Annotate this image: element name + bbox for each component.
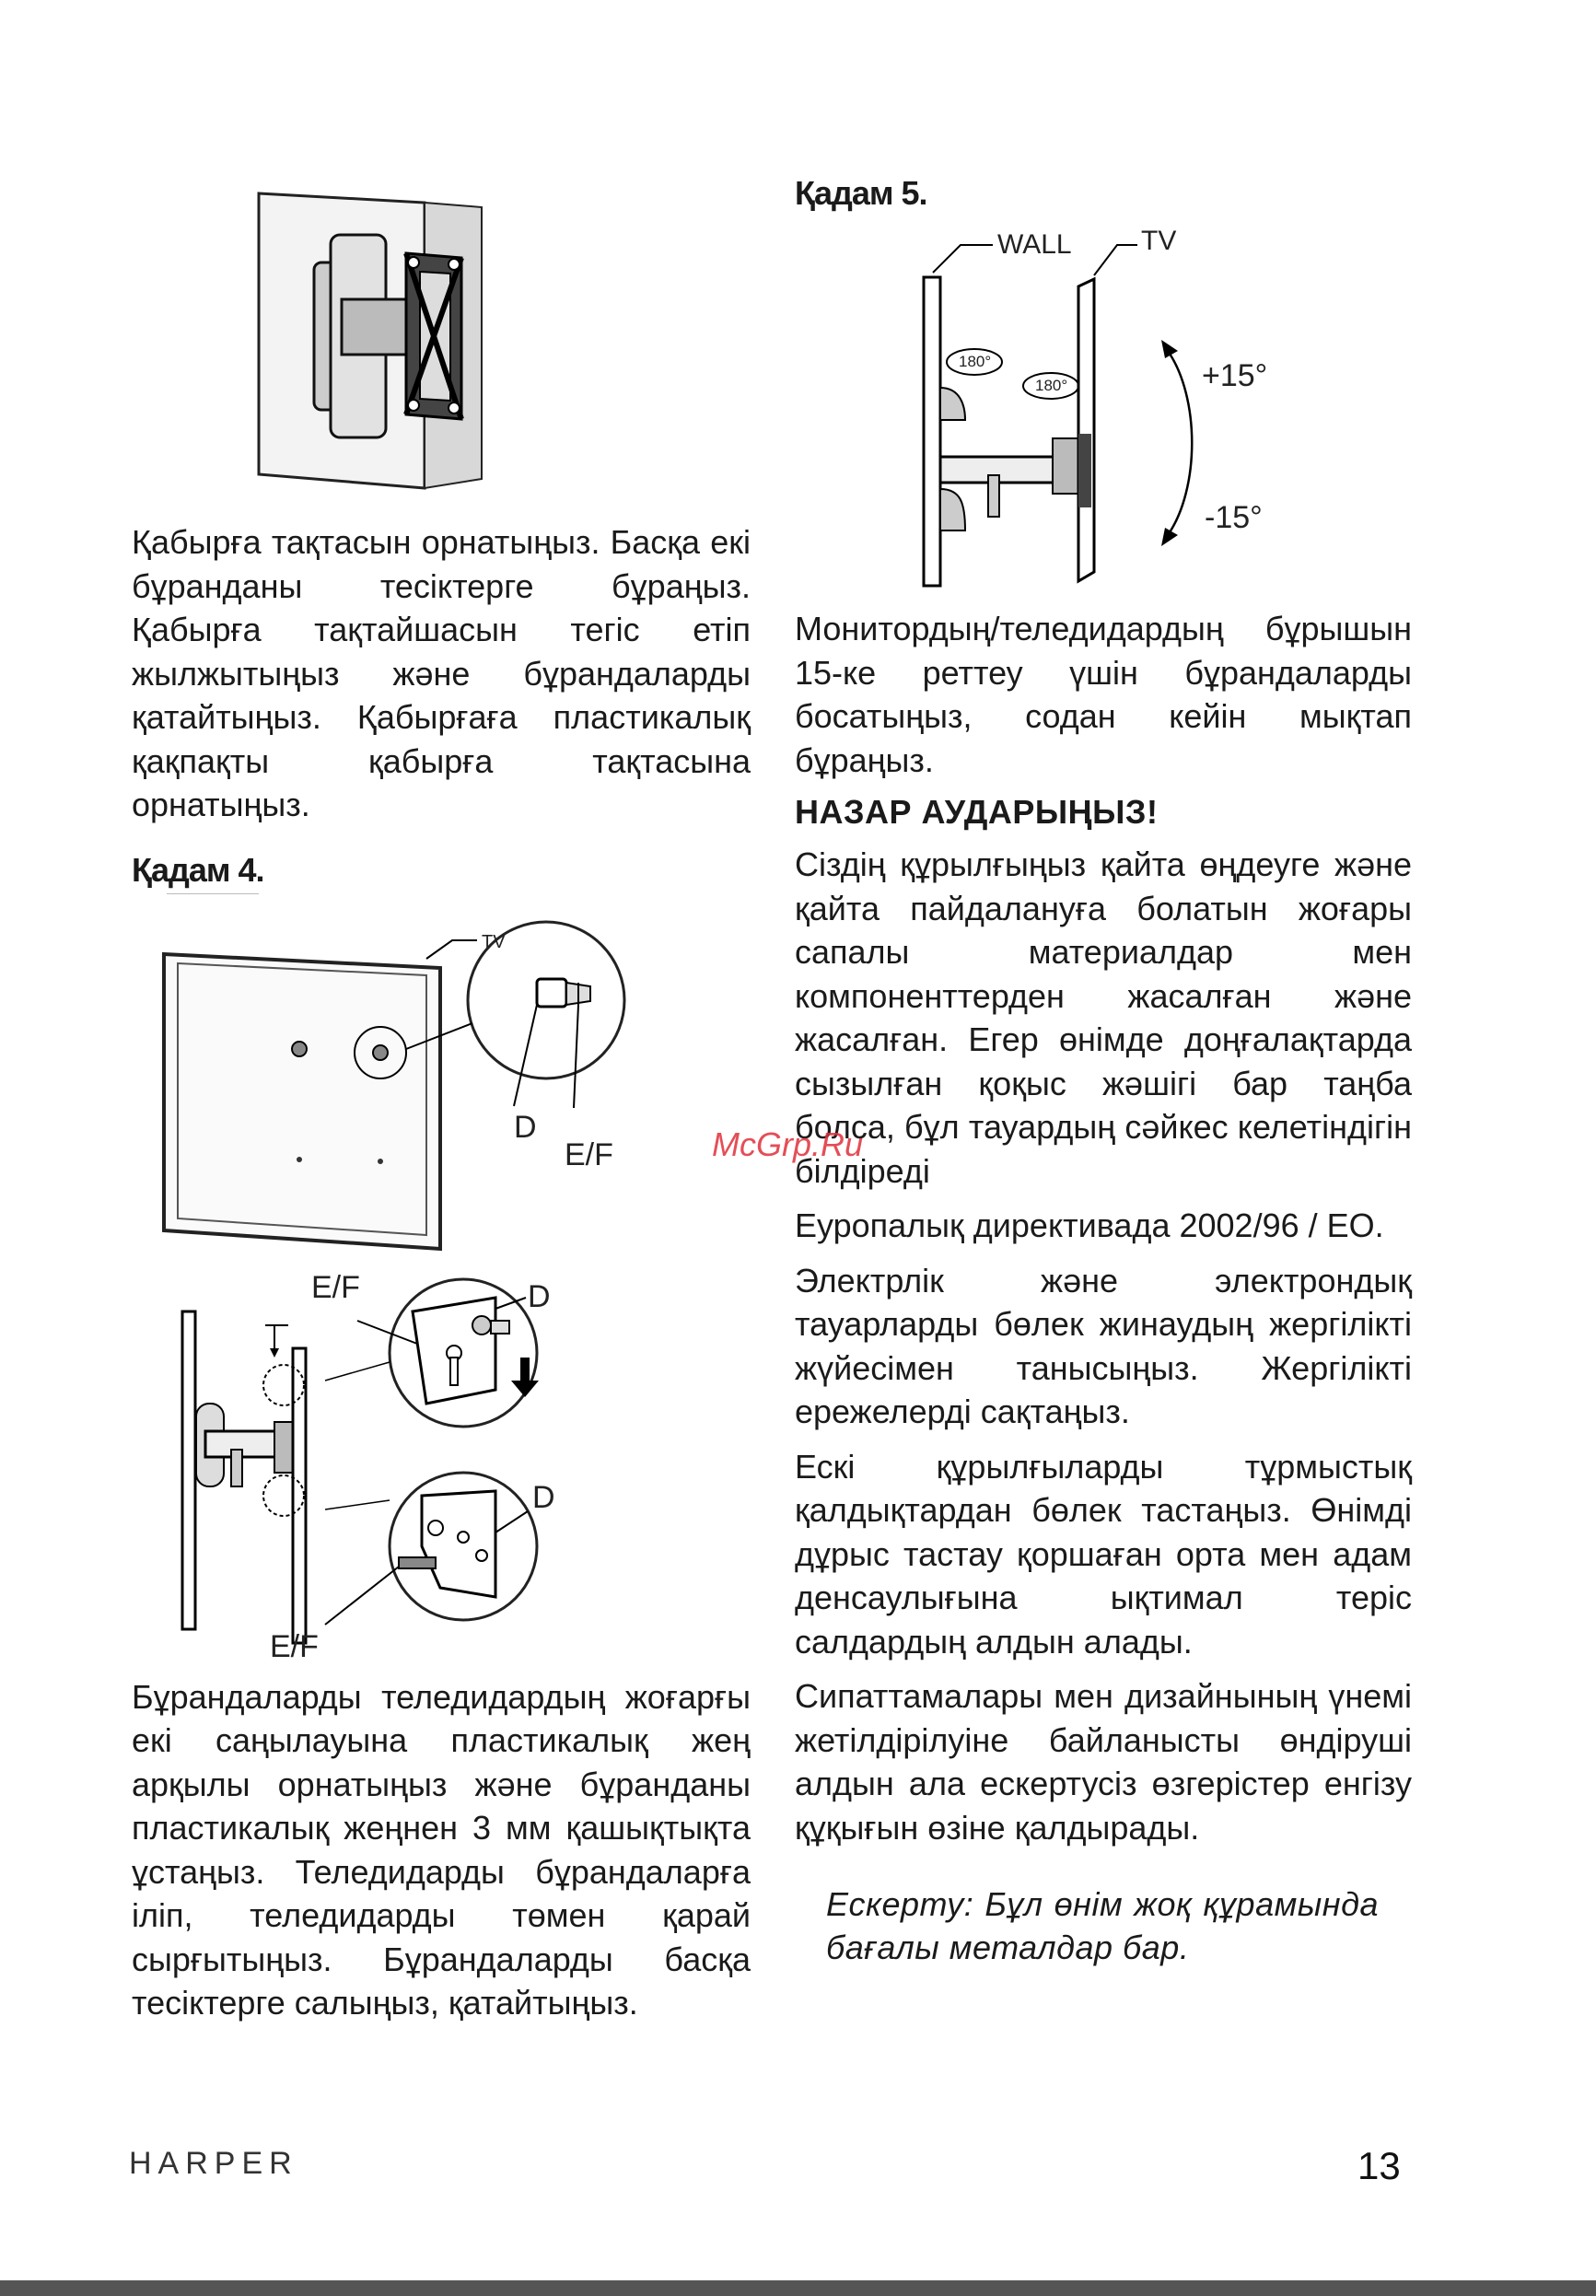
tilt-illustration <box>905 222 1292 600</box>
paragraph-disposal: Ескі құрылғыларды тұрмыстық қалдықтардан бөлек тастаңыз. Өнімді дұрыс тастау қоршаған орта мен адам денсаулығына ықтимал теріс салдардың алдын алады. <box>795 1447 1412 1661</box>
d-bottom-label: D <box>532 1479 555 1515</box>
tilt-down-label: -15° <box>1205 500 1263 535</box>
rotation-label-2: 180° <box>1035 377 1068 394</box>
tv-screws-illustration <box>159 903 749 1263</box>
step-5-title: Қадам 5. <box>795 174 927 212</box>
tv-label: TV <box>482 931 506 952</box>
hang-tv-illustration <box>178 1270 721 1666</box>
left-column <box>132 170 751 2025</box>
tv-label-step5: TV <box>1141 226 1177 256</box>
figure-wall-plate <box>240 170 627 520</box>
wall-plate-illustration <box>240 170 627 520</box>
ef-bottom-label: E/F <box>270 1628 319 1664</box>
d-top-label: D <box>528 1278 551 1314</box>
wall-plate-caption: Қабырға тақтасын орнатыңыз. Басқа екі бұранданы тесіктерге бұраңыз. Қабырға тақтайшасын тегіс етіп жылжытыңыз және бұрандаларды қатайтыңыз. Қабырғаға пластикалық қақпақты қабырға тақтасына орнатыңыз. <box>132 523 751 823</box>
wall-label: WALL <box>997 229 1072 260</box>
warning-title: НАЗАР АУДАРЫҢЫЗ! <box>795 793 1159 831</box>
bottom-edge-bar <box>0 2280 1596 2296</box>
paragraph-recycling: Сіздің құрылғыңыз қайта өңдеуге және қайта пайдалануға болатын жоғары сапалы материалдар мен компоненттерден жасалған және жасалған. Егер өнімде доңғалақтарда сызылған қоқыс жәшігі бар таңба болса, бұл тауардың сәйкес келетіндігін білдіреді <box>795 845 1412 1190</box>
ef-top-label: E/F <box>311 1269 360 1305</box>
step-4-text: Бұрандаларды теледидардың жоғарғы екі саңылауына пластикалық жең арқылы орнатыңыз және бұранданы пластикалық жеңнен 3 мм қашықтықта ұстаңыз. Теледидарды бұрандаларға іліп, теледидарды төмен қарай сырғытыңыз. Бұрандаларды басқа тесіктерге салыңыз, қатайтыңыз. <box>132 1677 751 2022</box>
note-precious-metals: Ескерту: Бұл өнім жоқ құрамында бағалы металдар бар. <box>826 1885 1379 1966</box>
step-4-underline <box>167 893 259 894</box>
rotation-label-1: 180° <box>959 353 992 370</box>
paragraph-specifications: Сипаттамалары мен дизайнының үнемі жетілдірілуіне байланысты өндіруші алдын ала ескертусіз өзгерістер енгізу құқығын өзіне қалдырады. <box>795 1677 1412 1847</box>
figure-hang-tv <box>178 1270 721 1666</box>
page-number: 13 <box>1357 2144 1401 2187</box>
brand-logo: HARPER <box>129 2146 298 2181</box>
paragraph-directive: Еуропалық директивада 2002/96 / ЕО. <box>795 1206 1384 1244</box>
figure-tilt <box>905 222 1292 600</box>
paragraph-collection: Электрлік және электрондық тауарларды бөлек жинаудың жергілікті жүйесімен танысыңыз. Жергілікті ережелерді сақтаңыз. <box>795 1261 1412 1430</box>
step-4-title: Қадам 4. <box>132 850 264 889</box>
step-5-text: Монитордың/теледидардың бұрышын 15-ке реттеу үшін бұрандаларды босатыңыз, содан кейін мықтап бұраңыз. <box>795 610 1412 779</box>
watermark: McGrp.Ru <box>712 1125 864 1163</box>
right-column <box>795 170 1412 1969</box>
figure-tv-screws <box>159 903 749 1263</box>
tilt-up-label: +15° <box>1202 358 1268 393</box>
d-label: D <box>514 1109 537 1145</box>
ef-label: E/F <box>565 1136 613 1172</box>
